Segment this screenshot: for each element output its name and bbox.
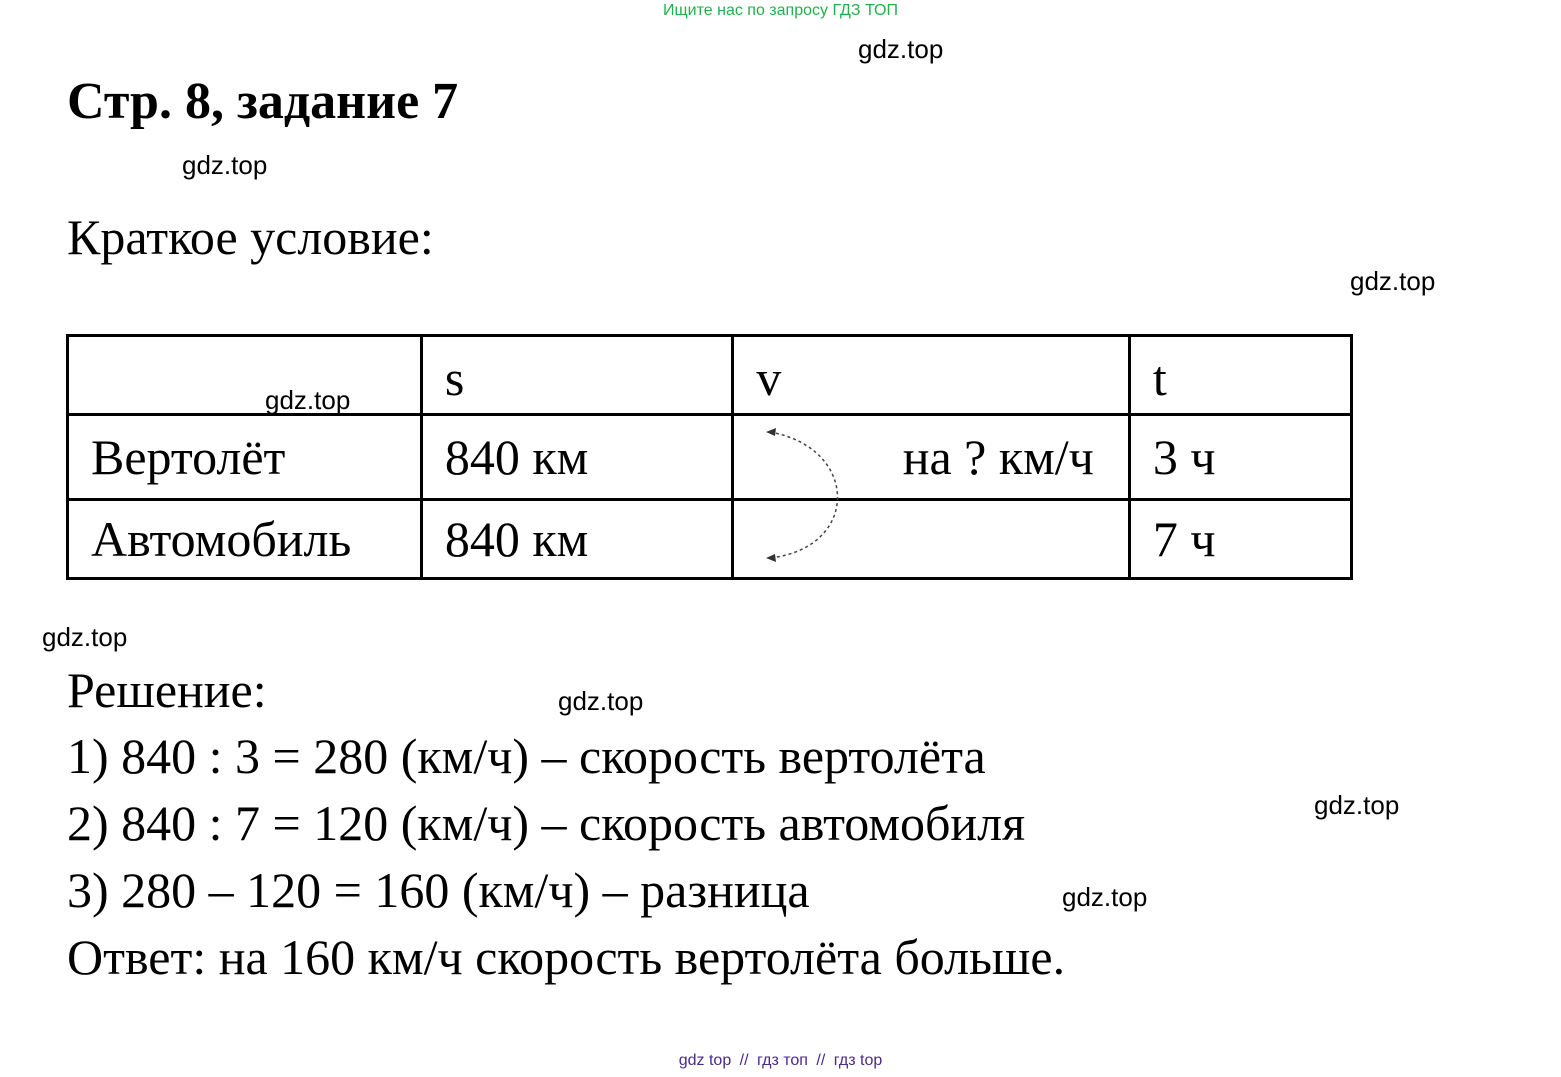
watermark: gdz.top xyxy=(1314,790,1400,820)
solution-step: 3) 280 – 120 = 160 (км/ч) – разница xyxy=(67,862,810,918)
watermark: gdz.top xyxy=(265,385,351,415)
comparison-arrow-icon xyxy=(730,418,850,568)
table-row xyxy=(68,415,1352,500)
footer-link[interactable]: gdz top xyxy=(678,1052,732,1069)
watermark: gdz.top xyxy=(182,150,268,180)
table-row xyxy=(68,500,1352,579)
solution-step: 1) 840 : 3 = 280 (км/ч) – скорость вертолёта xyxy=(67,728,986,784)
table-header-cell xyxy=(68,336,422,415)
answer: Ответ: на 160 км/ч скорость вертолёта больше. xyxy=(67,929,1066,985)
condition-label: Краткое условие: xyxy=(67,209,434,265)
solution-label: Решение: xyxy=(67,662,267,718)
row-name-cell: Вертолёт xyxy=(68,415,422,500)
watermark: gdz.top xyxy=(558,686,644,716)
watermark: gdz.top xyxy=(1062,882,1148,912)
row-distance-cell: 840 км xyxy=(421,415,732,500)
top-banner[interactable]: Ищите нас по запросу ГДЗ ТОП xyxy=(663,2,898,19)
footer-link[interactable]: гдз top xyxy=(833,1052,883,1069)
row-time-cell: 7 ч xyxy=(1129,500,1351,579)
row-name-cell: Автомобиль xyxy=(68,500,422,579)
table-header-row xyxy=(68,336,1352,415)
solution-step: 2) 840 : 7 = 120 (км/ч) – скорость автомобиля xyxy=(67,795,1026,851)
footer-separator: // xyxy=(739,1052,749,1069)
table-header-cell: t xyxy=(1129,336,1351,415)
row-speed-cell: на ? км/ч xyxy=(733,415,1130,500)
footer-link[interactable]: гдз топ xyxy=(757,1052,808,1069)
footer-separator: // xyxy=(816,1052,826,1069)
watermark: gdz.top xyxy=(858,34,944,64)
table-header-cell: s xyxy=(421,336,732,415)
watermark: gdz.top xyxy=(1350,266,1436,296)
footer-links xyxy=(0,1052,1561,1070)
table-header-cell: v xyxy=(733,336,1130,415)
row-time-cell: 3 ч xyxy=(1129,415,1351,500)
row-distance-cell: 840 км xyxy=(421,500,732,579)
page-title: Стр. 8, задание 7 xyxy=(67,73,459,130)
watermark: gdz.top xyxy=(42,622,128,652)
condition-table xyxy=(66,334,1353,580)
